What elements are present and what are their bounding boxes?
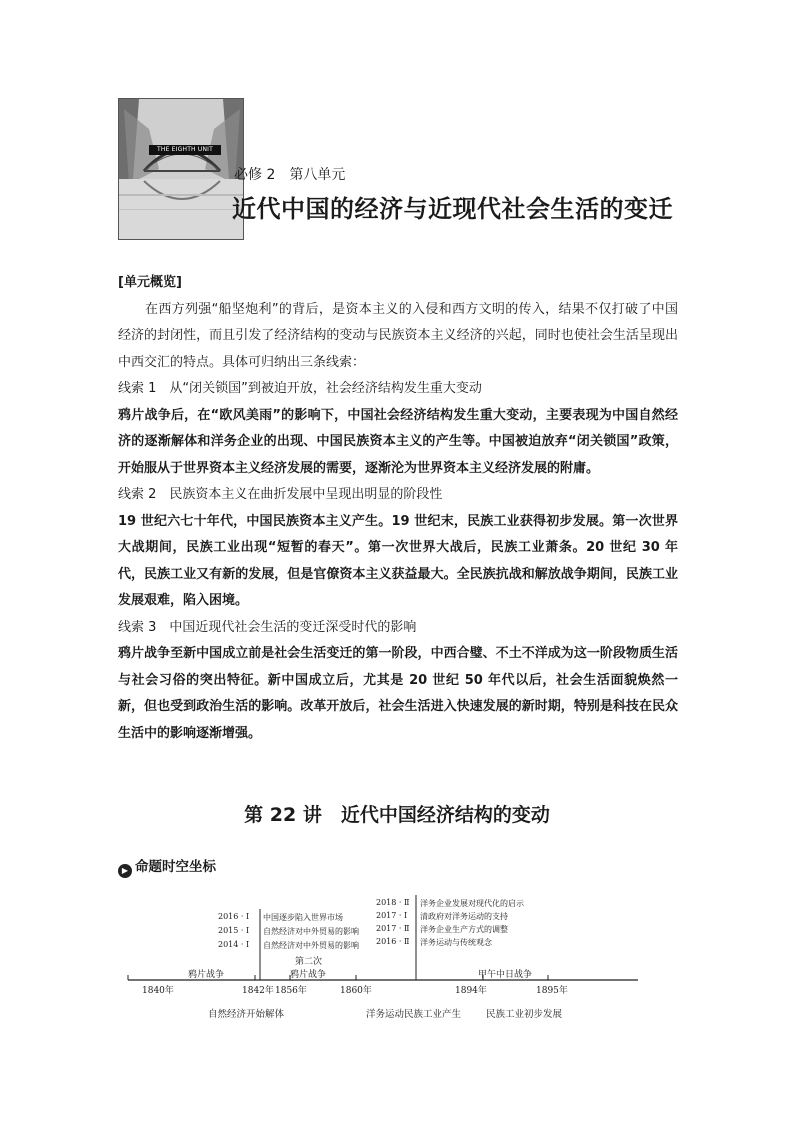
play-circle-icon: ▶ bbox=[118, 864, 132, 878]
right-exam-topic-3: 洋务企业生产方式的调整 bbox=[420, 925, 508, 934]
left-exam-topic-3: 自然经济对中外贸易的影响 bbox=[263, 941, 359, 950]
year-1894: 1894年 bbox=[455, 986, 487, 996]
unit-overview bbox=[118, 270, 678, 747]
right-exam-topic-4: 洋务运动与传统观念 bbox=[420, 938, 492, 947]
right-exam-code-4: 2016 · Ⅱ bbox=[376, 937, 410, 946]
war-opium-2-line2: 鸦片战争 bbox=[290, 970, 327, 980]
clue-1-desc: 鸦片战争后，在“欧风美雨”的影响下，中国社会经济结构发生重大变动，主要表现为中国自然经济的逐渐解体和洋务企业的出现、中国民族资本主义的产生等。中国被迫放弃“闭关锁国”政策，开始服从于世界资本主义经济发展的需要，逐渐沦为世界资本主义经济发展的附庸。 bbox=[118, 407, 678, 476]
period-national-industry: 民族工业初步发展 bbox=[486, 1009, 563, 1020]
right-exam-code-2: 2017 · Ⅰ bbox=[376, 911, 408, 920]
lecture-title: 第 22 讲 近代中国经济结构的变动 bbox=[244, 804, 550, 826]
overview-label: [单元概览] bbox=[118, 275, 182, 290]
module-label: 必修 2 第八单元 bbox=[234, 167, 346, 183]
year-1856: 1856年 bbox=[275, 986, 307, 996]
year-1860: 1860年 bbox=[340, 986, 372, 996]
right-exam-topic-2: 清政府对洋务运动的支持 bbox=[420, 912, 508, 921]
right-exam-topic-1: 洋务企业发展对现代化的启示 bbox=[420, 899, 524, 908]
war-sino-japanese: 甲午中日战争 bbox=[478, 970, 533, 980]
left-exam-topic-1: 中国逐步陷入世界市场 bbox=[263, 913, 343, 922]
right-exam-code-3: 2017 · Ⅱ bbox=[376, 924, 410, 933]
clue-3-title: 线索 3 中国近现代社会生活的变迁深受时代的影响 bbox=[118, 619, 417, 635]
period-westernization: 洋务运动民族工业产生 bbox=[366, 1009, 462, 1020]
unit-english-caption: THE EIGHTH UNIT bbox=[149, 145, 221, 155]
bridge-photo-graphic bbox=[119, 99, 244, 240]
clue-3-desc: 鸦片战争至新中国成立前是社会生活变迁的第一阶段，中西合璧、不土不洋成为这一阶段物质生活与社会习俗的突出特征。新中国成立后，尤其是 20 世纪 50 年代以后，社会生活面貌焕然一新，但也受到政治生活的影响。改革开放后，社会生活进入快速发展的新时期，特别是科技在民众生活中的影响逐渐增强。 bbox=[118, 646, 678, 741]
right-exam-code-1: 2018 · Ⅱ bbox=[376, 898, 410, 907]
coordinate-heading-text: 命题时空坐标 bbox=[135, 859, 216, 875]
year-1842: 1842年 bbox=[242, 986, 274, 996]
war-opium-1: 鸦片战争 bbox=[188, 970, 225, 980]
year-1895: 1895年 bbox=[536, 986, 568, 996]
clue-2-desc: 19 世纪六七十年代，中国民族资本主义产生。19 世纪末，民族工业获得初步发展。第一次世界大战期间，民族工业出现“短暂的春天”。第一次世界大战后，民族工业萧条。20 世纪 30 年代，民族工业又有新的发展，但是官僚资本主义获益最大。全民族抗战和解放战争期间，民族工业发展艰难，陷入困境。 bbox=[118, 513, 678, 608]
left-exam-code-2: 2015 · Ⅰ bbox=[218, 926, 250, 935]
timeline bbox=[118, 895, 678, 1025]
clue-2-title: 线索 2 民族资本主义在曲折发展中呈现出明显的阶段性 bbox=[118, 487, 443, 502]
left-exam-code-3: 2014 · Ⅰ bbox=[218, 940, 250, 949]
clue-1-title: 线索 1 从“闭关锁国”到被迫开放，社会经济结构发生重大变动 bbox=[118, 381, 482, 396]
year-1840: 1840年 bbox=[142, 986, 174, 996]
coordinate-heading bbox=[118, 855, 216, 878]
unit-title: 近代中国的经济与近现代社会生活的变迁 bbox=[232, 195, 673, 223]
overview-intro: 在西方列强“船坚炮利”的背后，是资本主义的入侵和西方文明的传入，结果不仅打破了中国经济的封闭性，而且引发了经济结构的变动与民族资本主义经济的兴起，同时也使社会生活呈现出中西交汇的特点。具体可归纳出三条线索： bbox=[118, 301, 678, 370]
unit-cover-image bbox=[118, 98, 244, 240]
left-exam-code-1: 2016 · Ⅰ bbox=[218, 912, 250, 921]
war-opium-2-line1: 第二次 bbox=[295, 957, 323, 967]
left-exam-topic-2: 自然经济对中外贸易的影响 bbox=[263, 927, 359, 936]
period-natural-economy: 自然经济开始解体 bbox=[208, 1009, 285, 1020]
